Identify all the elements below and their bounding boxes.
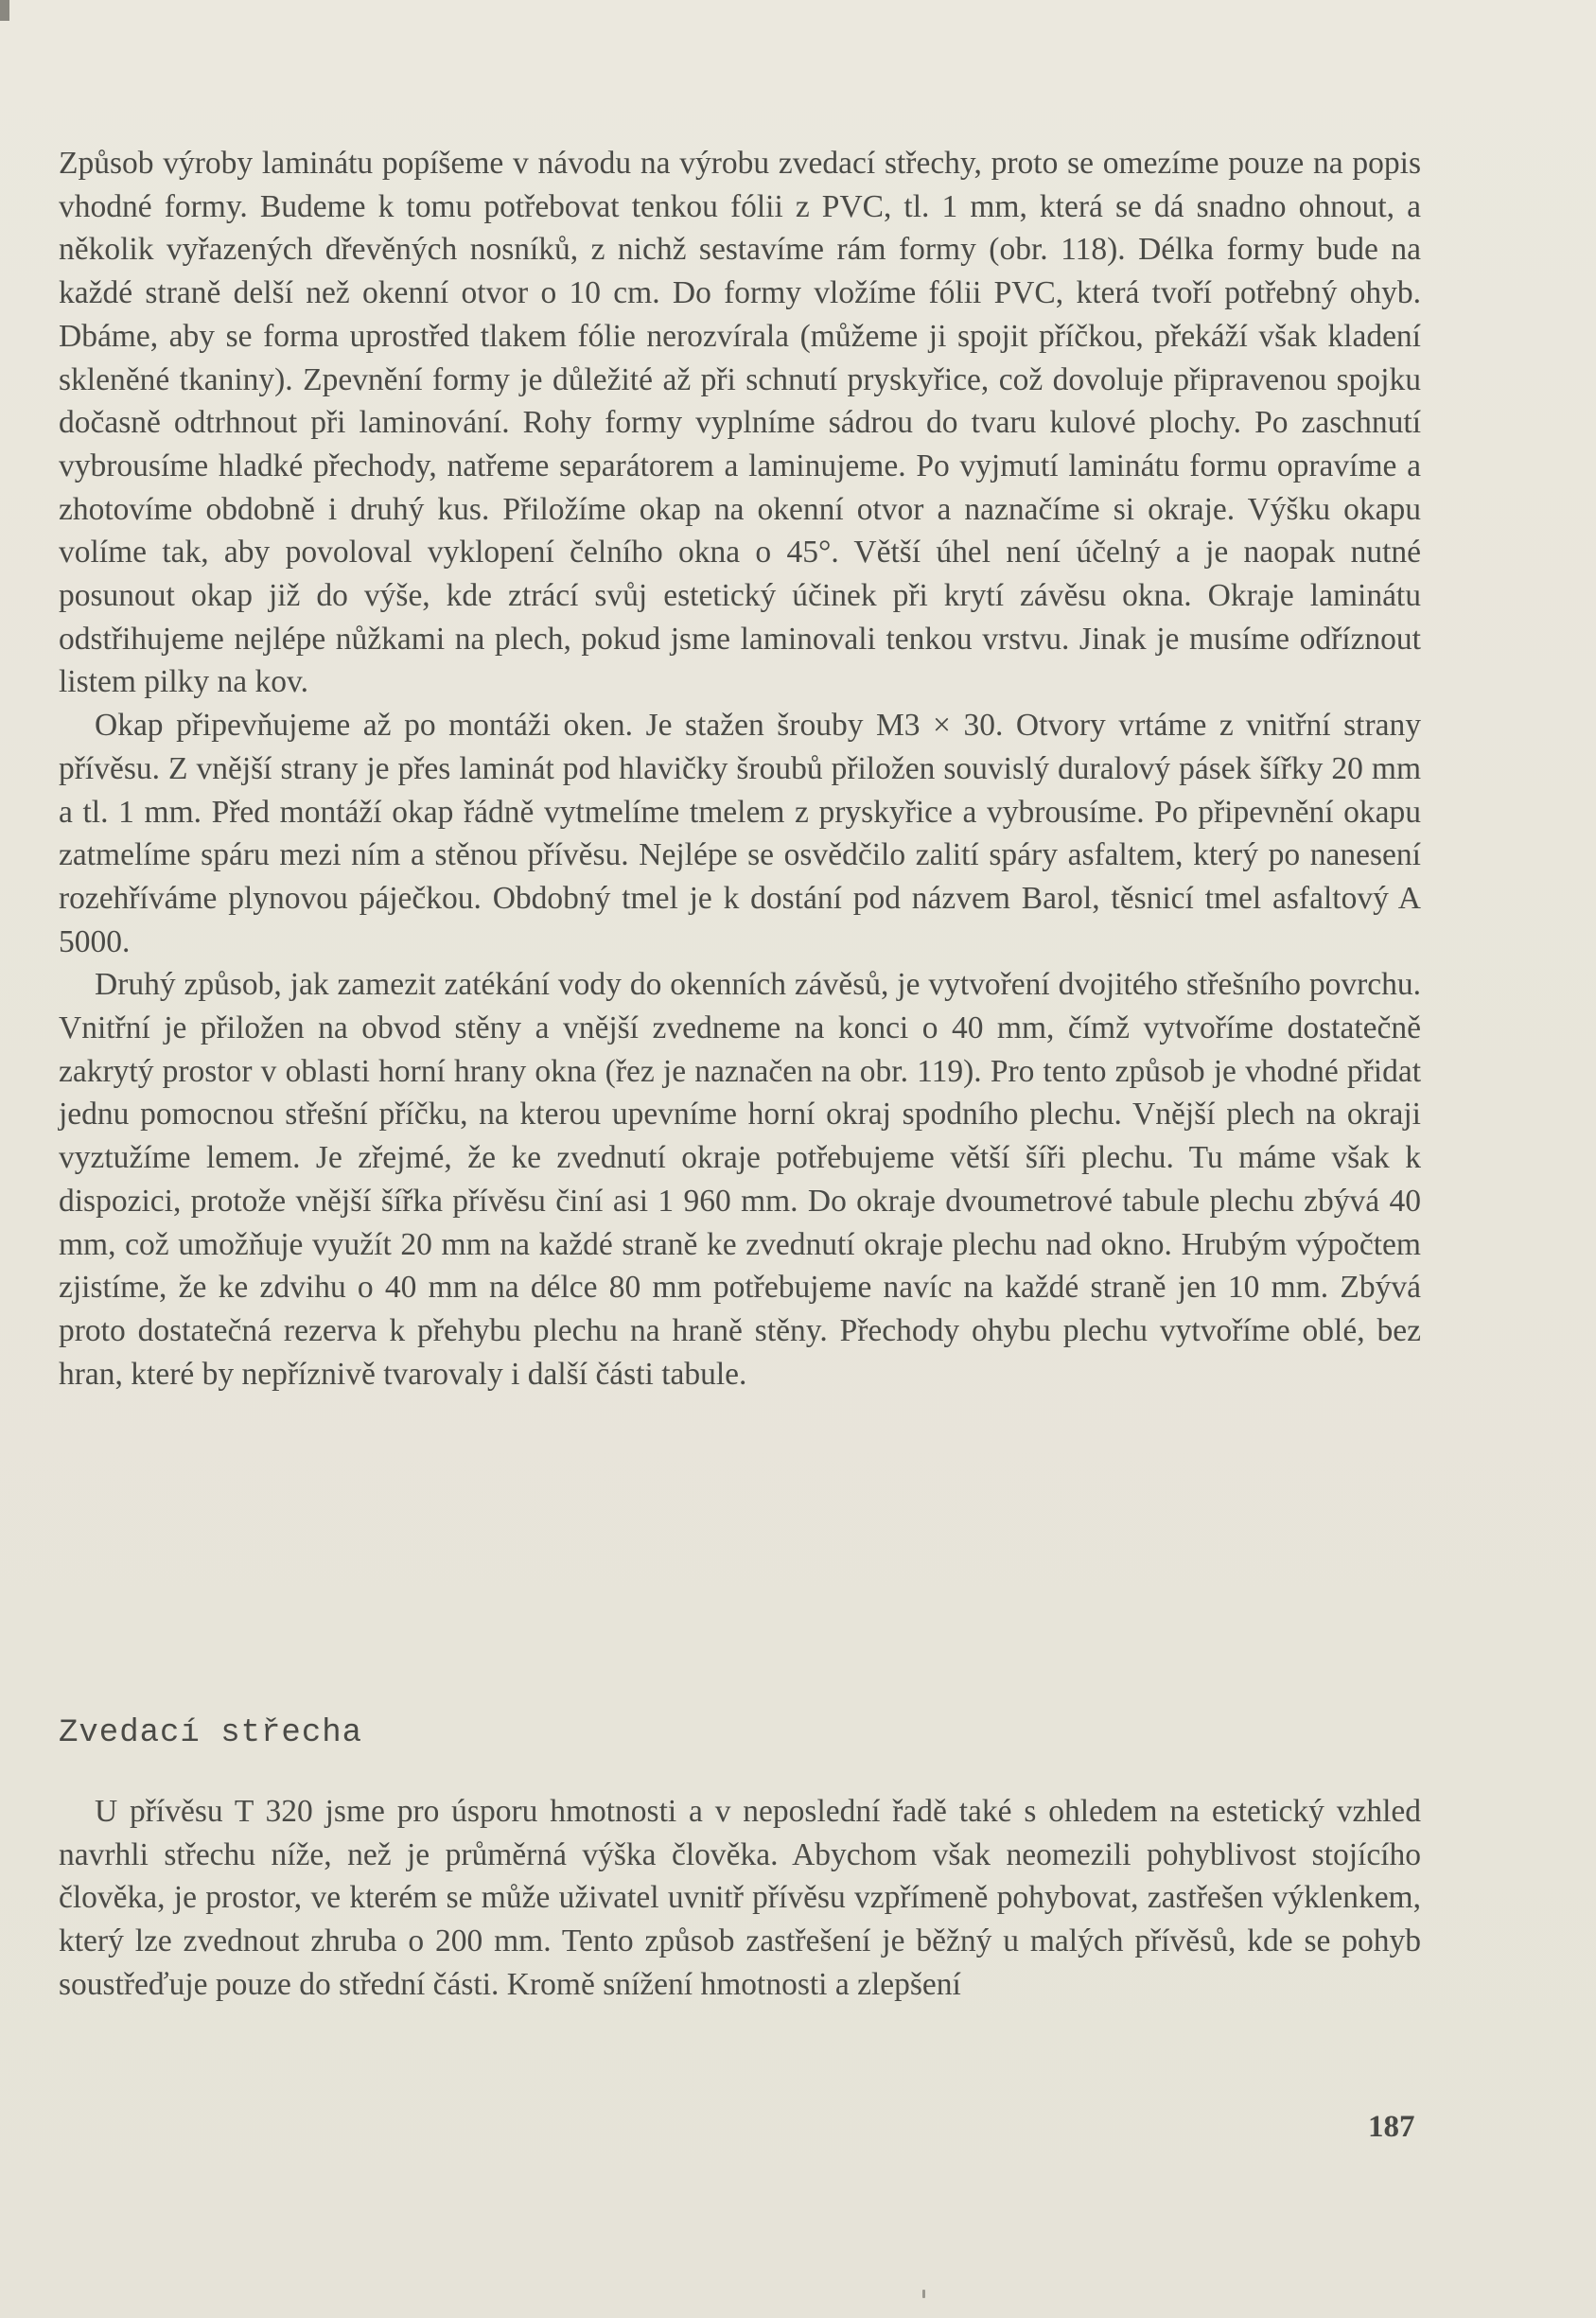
- body-text-section: [59, 1790, 1421, 2007]
- scan-edge-mark: [0, 0, 9, 21]
- paragraph: Okap připevňujeme až po montáži oken. Je stažen šrouby M3 × 30. Otvory vrtáme z vnitřní strany přívěsu. Z vnější strany je přes laminát pod hlavičky šroubů přiložen souvislý duralový pásek šířky 20 mm a tl. 1 mm. Před montáží okap řádně vytmelíme tmelem z pryskyřice a vybrousíme. Po připevnění okapu zatmelíme spáru mezi ním a stěnou přívěsu. Nejlépe se osvědčilo zalití spáry asfaltem, který po nanesení rozehříváme plynovou páječkou. Obdobný tmel je k dostání pod názvem Barol, těsnicí tmel asfaltový A 5000.: [59, 708, 1421, 959]
- section-heading: Zvedací střecha: [59, 1715, 363, 1751]
- paragraph: Způsob výroby laminátu popíšeme v návodu na výrobu zvedací střechy, proto se omezíme pouze na popis vhodné formy. Budeme k tomu potřebovat tenkou fólii z PVC, tl. 1 mm, která se dá snadno ohnout, a několik vyřazených dřevěných nosníků, z nichž sestavíme rám formy (obr. 118). Délka formy bude na každé straně delší než okenní otvor o 10 cm. Do formy vložíme fólii PVC, která tvoří potřebný ohyb. Dbáme, aby se forma uprostřed tlakem fólie nerozvírala (můžeme ji spojit příčkou, překáží však kladení skleněné tkaniny). Zpevnění formy je důležité až při schnutí pryskyřice, což dovoluje připravenou spojku dočasně odtrhnout při laminování. Rohy formy vyplníme sádrou do tvaru kulové plochy. Po zaschnutí vybrousíme hladké přechody, natřeme separátorem a laminujeme. Po vyjmutí laminátu formu opravíme a zhotovíme obdobně i druhý kus. Přiložíme okap na okenní otvor a naznačíme si okraje. Výšku okapu volíme tak, aby povoloval vyklopení čelního okna o 45°. Větší úhel není účelný a je naopak nutné posunout okap již do výše, kde ztrácí svůj estetický účinek při krytí závěsu okna. Okraje laminátu odstřihujeme nejlépe nůžkami na plech, pokud jsme laminovali tenkou vrstvu. Jinak je musíme odříznout listem pilky na kov.: [59, 146, 1421, 700]
- page-number: 187: [1368, 2110, 1415, 2144]
- scan-speck: [922, 2290, 925, 2298]
- paragraph: Druhý způsob, jak zamezit zatékání vody do okenních závěsů, je vytvoření dvojitého střešního povrchu. Vnitřní je přiložen na obvod stěny a vnější zvedneme na konci o 40 mm, čímž vytvoříme dostatečně zakrytý prostor v oblasti horní hrany okna (řez je naznačen na obr. 119). Pro tento způsob je vhodné přidat jednu pomocnou střešní příčku, na kterou upevníme horní okraj spodního plechu. Vnější plech na okraji vyztužíme lemem. Je zřejmé, že ke zvednutí okraje potřebujeme větší šíři plechu. Tu máme však k dispozici, protože vnější šířka přívěsu činí asi 1 960 mm. Do okraje dvoumetrové tabule plechu zbývá 40 mm, což umožňuje využít 20 mm na každé straně ke zvednutí okraje plechu nad okno. Hrubým výpočtem zjistíme, že ke zdvihu o 40 mm na délce 80 mm potřebujeme navíc na každé straně jen 10 mm. Zbývá proto dostatečná rezerva k přehybu plechu na hraně stěny. Přechody ohybu plechu vytvoříme oblé, bez hran, které by nepříznivě tvarovaly i další části tabule.: [59, 967, 1421, 1392]
- paragraph: U přívěsu T 320 jsme pro úsporu hmotnosti a v neposlední řadě také s ohledem na estetický vzhled navrhli střechu níže, než je průměrná výška člověka. Abychom však neomezili pohyblivost stojícího člověka, je prostor, ve kterém se může uživatel uvnitř přívěsu vzpřímeně pohybovat, zastřešen výklenkem, který lze zvednout zhruba o 200 mm. Tento způsob zastřešení je běžný u malých přívěsů, kde se pohyb soustřeďuje pouze do střední části. Kromě snížení hmotnosti a zlepšení: [59, 1794, 1421, 2002]
- body-text-section: [59, 142, 1421, 1396]
